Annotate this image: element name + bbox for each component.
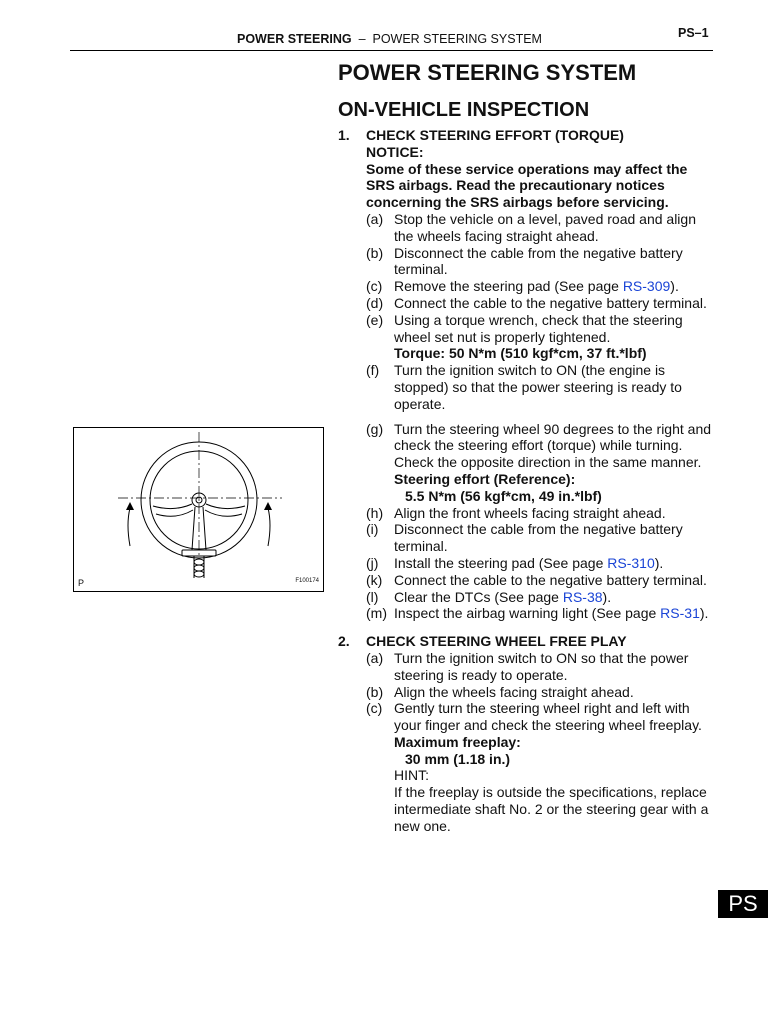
- torque-spec: Torque: 50 N*m (510 kgf*cm, 37 ft.*lbf): [394, 345, 647, 362]
- hint-text: If the freeplay is outside the specifications, replace intermediate shaft No. 2 or the steering gear with a new one.: [394, 784, 709, 834]
- step-1-title: CHECK STEERING EFFORT (TORQUE): [366, 127, 624, 143]
- list-item: (c) Remove the steering pad (See page RS-309).: [366, 278, 679, 295]
- page-link-rs-31[interactable]: RS-31: [660, 605, 700, 622]
- freeplay-value: 30 mm (1.18 in.): [405, 750, 511, 767]
- list-item: (e) Using a torque wrench, check that the steering wheel set nut is properly tightened.: [366, 311, 683, 345]
- header-subsection: POWER STEERING SYSTEM: [372, 32, 542, 46]
- header-dash: –: [358, 32, 366, 46]
- header-title: [237, 32, 542, 46]
- section-tab-ps: PS: [718, 890, 768, 918]
- list-item: (j) Install the steering pad (See page RS-310).: [366, 554, 664, 571]
- effort-value: 5.5 N*m (56 kgf*cm, 49 in.*lbf): [405, 487, 602, 504]
- list-item: (f) Turn the ignition switch to ON (the engine is stopped) so that the power steering is ready to operate.: [366, 362, 682, 412]
- section-title: ON-VEHICLE INSPECTION: [338, 99, 590, 121]
- list-item: (c) Gently turn the steering wheel right and left with your finger and check the steering wheel freeplay.: [366, 700, 702, 734]
- freeplay-label: Maximum freeplay:: [394, 733, 521, 750]
- list-item: (k) Connect the cable to the negative battery terminal.: [366, 571, 707, 588]
- step-2-heading: 2. CHECK STEERING WHEEL FREE PLAY: [338, 633, 627, 650]
- list-item: (b) Disconnect the cable from the negative battery terminal.: [366, 244, 683, 278]
- list-item: (b) Align the wheels facing straight ahead.: [366, 683, 634, 700]
- page-header: [0, 0, 768, 56]
- list-item: (d) Connect the cable to the negative battery terminal.: [366, 294, 707, 311]
- page-link-rs-309[interactable]: RS-309: [622, 278, 671, 295]
- page-link-rs-38[interactable]: RS-38: [562, 588, 603, 605]
- list-item: (a) Stop the vehicle on a level, paved road and align the wheels facing straight ahead.: [366, 210, 696, 244]
- figure-code: F100174: [295, 578, 319, 584]
- header-section: POWER STEERING: [237, 32, 352, 46]
- notice-text: Some of these service operations may affect the SRS airbags. Read the precautionary notices concerning the SRS airbags before servicing.: [366, 160, 688, 211]
- steering-wheel-illustration: [74, 428, 325, 593]
- page-title: POWER STEERING SYSTEM: [338, 60, 637, 85]
- list-item: (a) Turn the ignition switch to ON so that the power steering is ready to operate.: [366, 649, 689, 683]
- steering-wheel-figure: [73, 427, 324, 592]
- list-item: (i) Disconnect the cable from the negative battery terminal.: [366, 521, 683, 555]
- page-link-rs-310[interactable]: RS-310: [607, 554, 655, 571]
- step-1-heading: 1. CHECK STEERING EFFORT (TORQUE): [338, 127, 624, 143]
- list-item: (h) Align the front wheels facing straight ahead.: [366, 504, 666, 521]
- page-number: PS–1: [678, 26, 709, 40]
- hint-label: HINT:: [394, 767, 429, 784]
- list-item: (l) Clear the DTCs (See page RS-38).: [366, 588, 612, 605]
- header-rule: [70, 50, 713, 51]
- step-2-title: CHECK STEERING WHEEL FREE PLAY: [366, 633, 627, 650]
- content-column: [338, 126, 718, 835]
- effort-label: Steering effort (Reference):: [394, 470, 576, 487]
- notice-label: NOTICE:: [366, 143, 424, 160]
- list-item: (m) Inspect the airbag warning light (See page RS-31).: [366, 605, 709, 622]
- figure-corner-label: P: [78, 578, 85, 588]
- list-item: (g) Turn the steering wheel 90 degrees to the right and check the steering effort (torque) while turning. Check the opposite direction in the same manner.: [366, 420, 712, 471]
